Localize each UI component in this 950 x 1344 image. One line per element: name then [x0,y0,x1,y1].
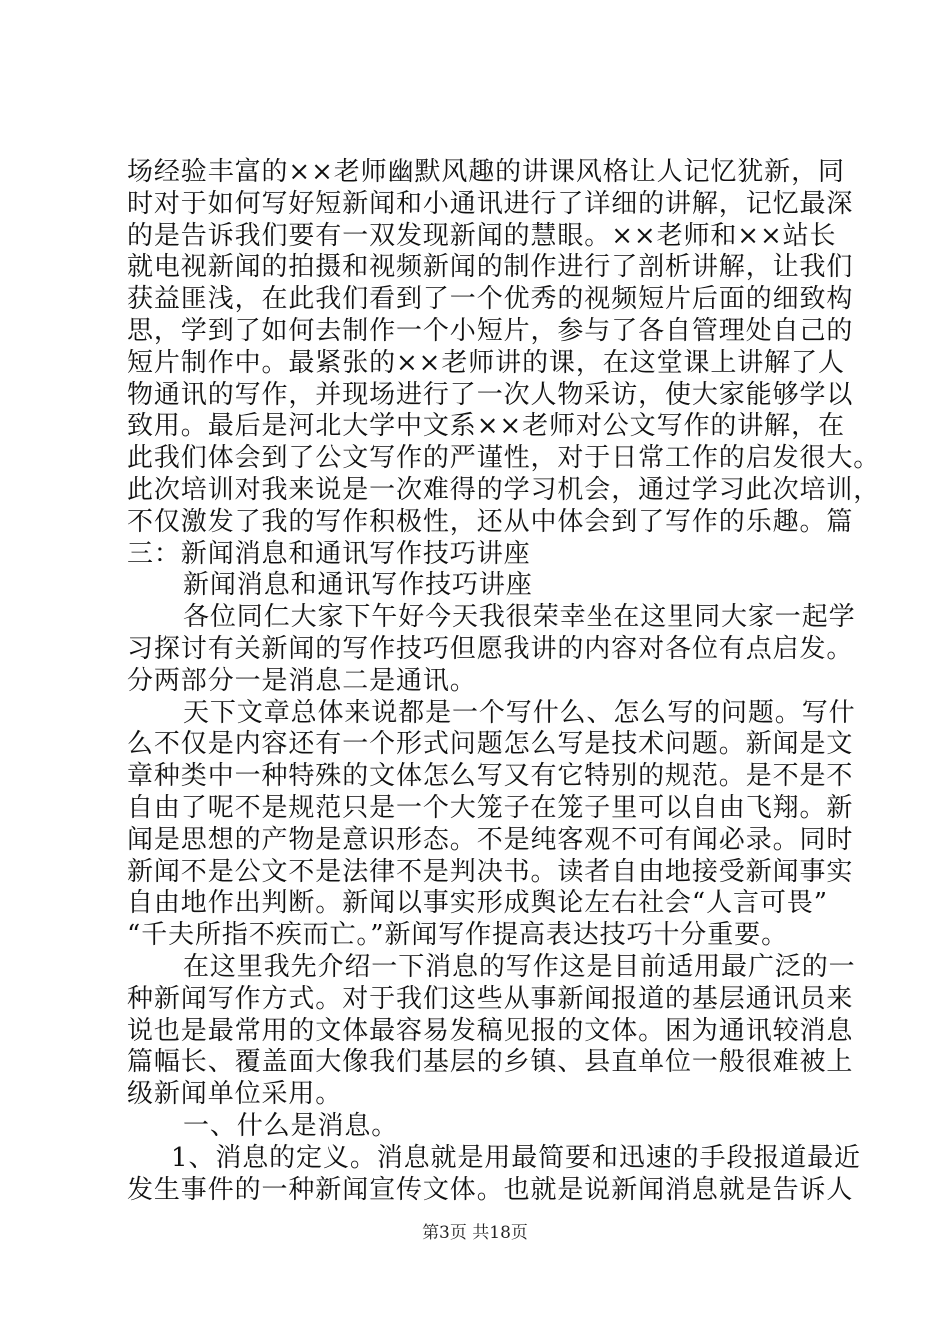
text-line: 三：新闻消息和通讯写作技巧讲座 [127,538,531,569]
text-line: 致用。最后是河北大学中文系××老师对公文写作的讲解，在 [127,411,845,442]
text-line: 此我们体会到了公文写作的严谨性，对于日常工作的启发很大。 [127,443,881,474]
section-title: 新闻消息和通讯写作技巧讲座 [183,570,533,601]
body-text [127,157,881,1206]
text-line: 闻是思想的产物是意识形态。不是纯客观不可有闻必录。同时 [127,824,854,855]
text-line: 1、消息的定义。消息就是用最简要和迅速的手段报道最近 [171,1142,861,1173]
text-line: 说也是最常用的文体最容易发稿见报的文体。困为通讯较消息 [127,1015,854,1046]
text-line: 获益匪浅，在此我们看到了一个优秀的视频短片后面的细致构 [127,284,854,315]
page-number-footer: 第3页 共18页 [422,1223,528,1243]
text-line: 的是告诉我们要有一双发现新闻的慧眼。××老师和××站长 [127,220,837,251]
text-line: 时对于如何写好短新闻和小通讯进行了详细的讲解，记忆最深 [127,188,854,219]
text-line: 此次培训对我来说是一次难得的学习机会，通过学习此次培训， [127,474,881,505]
text-line: 天下文章总体来说都是一个写什么、怎么写的问题。写什 [183,697,856,728]
text-line: 自由了呢不是规范只是一个大笼子在笼子里可以自由飞翔。新 [127,792,854,823]
text-line: 自由地作出判断。新闻以事实形成舆论左右社会“人言可畏” [127,888,828,919]
text-line: 各位同仁大家下午好今天我很荣幸坐在这里同大家一起学 [183,602,856,633]
text-line: “千夫所指不疾而亡。”新闻写作提高表达技巧十分重要。 [127,920,788,951]
text-line: 级新闻单位采用。 [127,1079,343,1110]
text-line: 习探讨有关新闻的写作技巧但愿我讲的内容对各位有点启发。 [127,633,854,664]
text-line: 不仅激发了我的写作积极性，还从中体会到了写作的乐趣。篇 [127,506,854,537]
text-line: 章种类中一种特殊的文体怎么写又有它特别的规范。是不是不 [127,761,854,792]
text-line: 在这里我先介绍一下消息的写作这是目前适用最广泛的一 [183,951,856,982]
text-line: 新闻不是公文不是法律不是判决书。读者自由地接受新闻事实 [127,856,854,887]
text-line: 物通讯的写作，并现场进行了一次人物采访，使大家能够学以 [127,379,854,410]
section-heading: 一、什么是消息。 [183,1110,399,1141]
text-line: 么不仅是内容还有一个形式问题怎么写是技术问题。新闻是文 [127,729,854,760]
text-line: 分两部分一是消息二是通讯。 [127,665,477,696]
text-line: 短片制作中。最紧张的××老师讲的课，在这堂课上讲解了人 [127,347,845,378]
text-line: 篇幅长、覆盖面大像我们基层的乡镇、县直单位一般很难被上 [127,1047,854,1078]
text-line: 场经验丰富的××老师幽默风趣的讲课风格让人记忆犹新，同 [127,157,845,187]
text-line: 发生事件的一种新闻宣传文体。也就是说新闻消息就是告诉人 [127,1174,854,1205]
text-line: 种新闻写作方式。对于我们这些从事新闻报道的基层通讯员来 [127,983,854,1014]
text-line: 就电视新闻的拍摄和视频新闻的制作进行了剖析讲解，让我们 [127,252,854,283]
text-line: 思，学到了如何去制作一个小短片，参与了各自管理处自己的 [127,315,854,346]
